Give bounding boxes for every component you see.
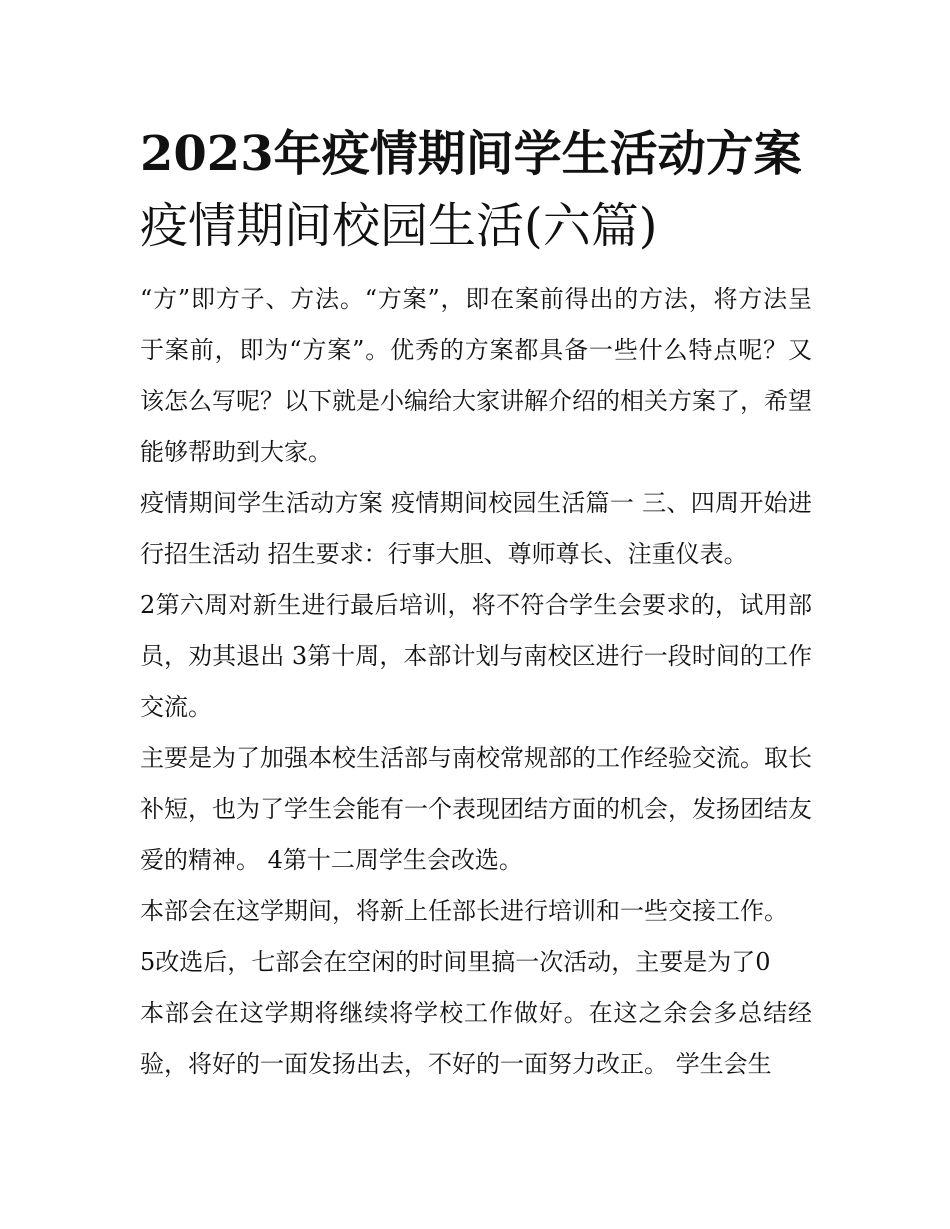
paragraph-handover: 本部会在这学期间，将新上任部长进行培训和一些交接工作。 bbox=[140, 897, 788, 925]
document-body bbox=[140, 274, 812, 1090]
document-page bbox=[140, 118, 812, 1090]
document-title bbox=[140, 118, 812, 262]
paragraph-intro: “方”即方子、方法。“方案”，即在案前得出的方法，将方法呈于案前，即为“方案”。优秀的方案都具备一些什么特点呢？又该怎么写呢？以下就是小编给大家讲解介绍的相关方案了，希望能够帮助到大家。 bbox=[140, 285, 812, 466]
paragraph-training: 2第六周对新生进行最后培训，将不符合学生会要求的，试用部员，劝其退出 3第十周，本部计划与南校区进行一段时间的工作交流。 bbox=[140, 591, 812, 721]
title-line-2: 疫情期间校园生活(六篇) bbox=[140, 198, 658, 254]
paragraph-activity: 5改选后，七部会在空闲的时间里搞一次活动，主要是为了0 bbox=[140, 948, 771, 976]
title-line-1: 2023年疫情期间学生活动方案 bbox=[140, 126, 802, 182]
paragraph-recruitment: 疫情期间学生活动方案 疫情期间校园生活篇一 三、四周开始进行招生活动 招生要求：行事大胆、尊师尊长、注重仪表。 bbox=[140, 489, 812, 568]
paragraph-summary: 本部会在这学期将继续将学校工作做好。在这之余会多总结经验，将好的一面发扬出去，不好的一面努力改正。 学生会生 bbox=[140, 999, 812, 1078]
paragraph-exchange: 主要是为了加强本校生活部与南校常规部的工作经验交流。取长补短，也为了学生会能有一个表现团结方面的机会，发扬团结友爱的精神。 4第十二周学生会改选。 bbox=[140, 744, 812, 874]
